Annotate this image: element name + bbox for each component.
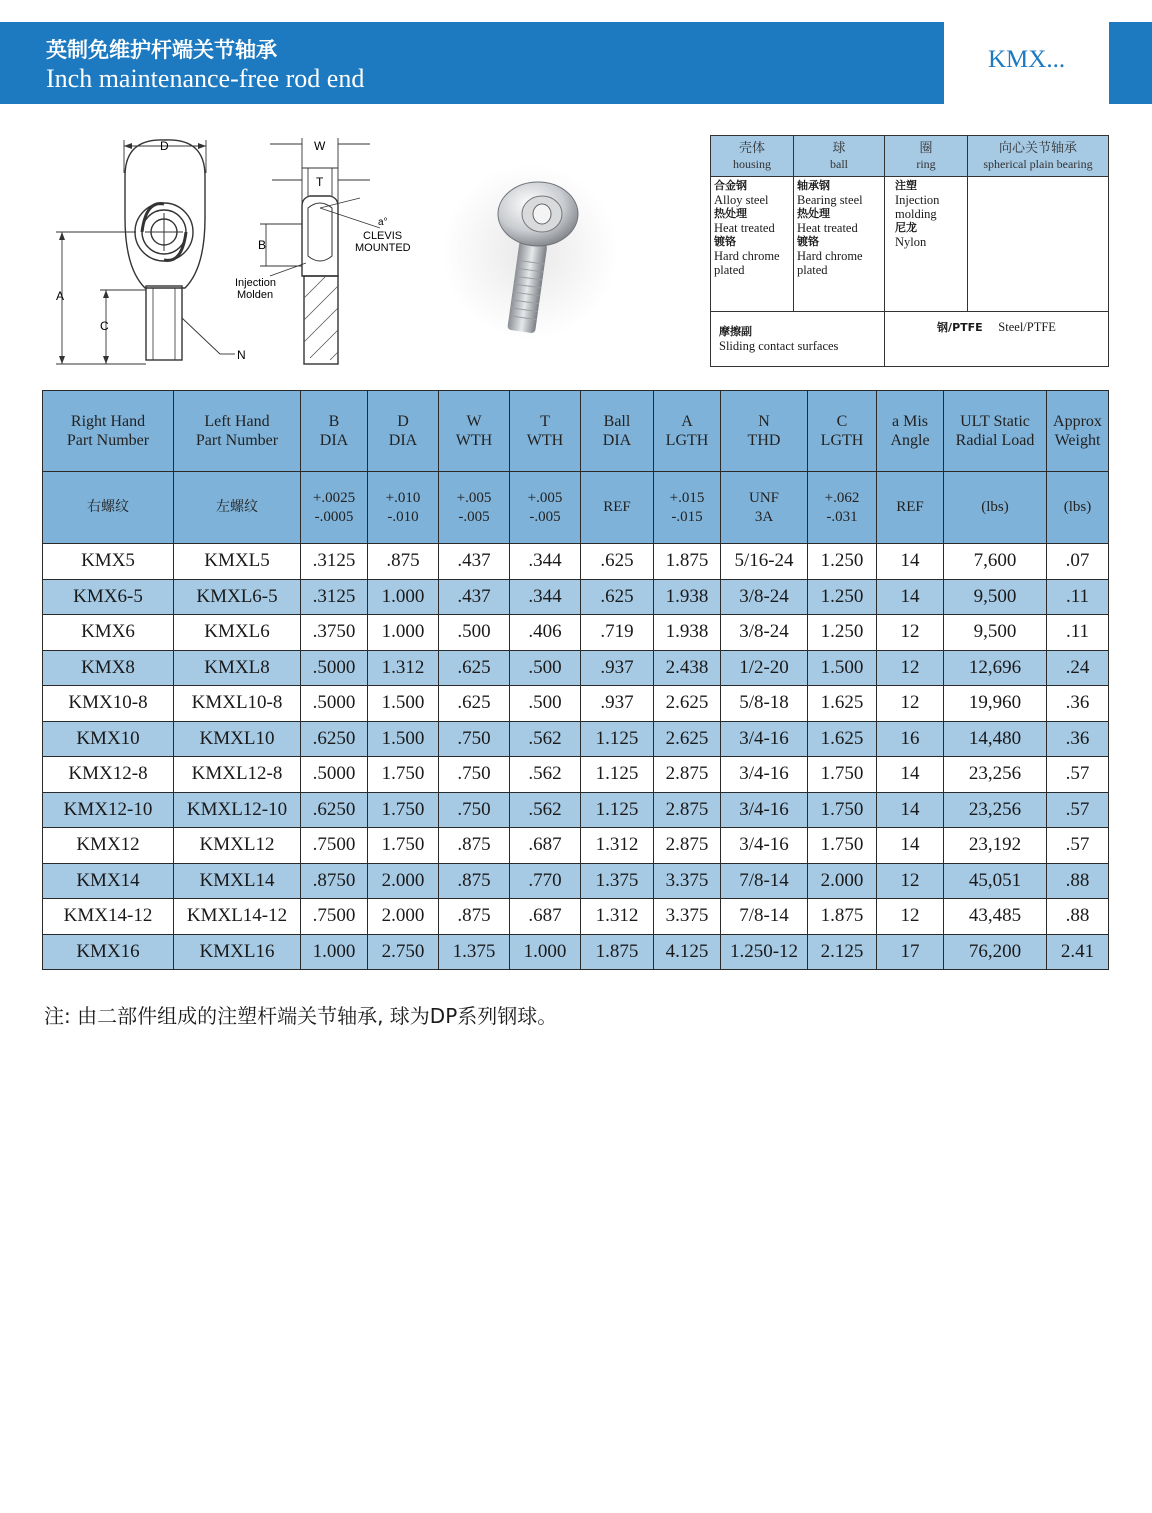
table-cell: .24 (1047, 650, 1109, 686)
table-cell: 1.750 (368, 792, 439, 828)
table-cell: .7500 (301, 828, 368, 864)
table-cell: 1.000 (368, 615, 439, 651)
tolerance-cell: (lbs) (1047, 472, 1109, 544)
col-header: N THD (721, 391, 808, 472)
table-cell: 2.625 (654, 721, 721, 757)
mat-header-ring: 圈 ring (885, 136, 968, 177)
table-cell: 1.000 (368, 579, 439, 615)
table-cell: 1.750 (368, 828, 439, 864)
table-cell: 14 (877, 792, 944, 828)
table-cell: 12 (877, 899, 944, 935)
table-cell: .5000 (301, 650, 368, 686)
spec-header-row (43, 391, 1109, 472)
table-cell: KMXL12-10 (174, 792, 301, 828)
label-b: B (258, 238, 267, 252)
table-cell: 2.000 (368, 863, 439, 899)
table-cell: 1.125 (581, 721, 654, 757)
table-cell: .500 (510, 686, 581, 722)
table-cell: .3125 (301, 579, 368, 615)
table-cell: 17 (877, 934, 944, 970)
mat-ball-cell: 轴承钢 Bearing steel 热处理 Heat treated 镀铬 Hard chrome plated (794, 177, 885, 312)
table-row (43, 650, 1109, 686)
table-cell: 14 (877, 544, 944, 580)
table-cell: 1.250 (808, 544, 877, 580)
table-cell: 1.000 (510, 934, 581, 970)
col-header: C LGTH (808, 391, 877, 472)
header-accent-bar (1109, 22, 1152, 104)
table-cell: 12,696 (944, 650, 1047, 686)
table-cell: KMX5 (43, 544, 174, 580)
table-cell: 5/8-18 (721, 686, 808, 722)
table-cell: .937 (581, 686, 654, 722)
table-cell: 1.625 (808, 721, 877, 757)
table-cell: 1.375 (581, 863, 654, 899)
page-title-cn: 英制免维护杆端关节轴承 (46, 38, 277, 62)
table-cell: .5000 (301, 757, 368, 793)
table-cell: KMX14-12 (43, 899, 174, 935)
table-cell: 1.750 (808, 792, 877, 828)
col-header: W WTH (439, 391, 510, 472)
table-cell: KMXL10 (174, 721, 301, 757)
label-injection: Injection (235, 277, 276, 289)
table-cell: KMX10-8 (43, 686, 174, 722)
table-cell: 1.500 (808, 650, 877, 686)
tolerance-cell: (lbs) (944, 472, 1047, 544)
table-cell: KMX6 (43, 615, 174, 651)
table-cell: .750 (439, 721, 510, 757)
label-angle: a° (378, 217, 388, 228)
table-row (43, 686, 1109, 722)
table-cell: .719 (581, 615, 654, 651)
table-cell: 1.500 (368, 686, 439, 722)
table-cell: .36 (1047, 686, 1109, 722)
table-cell: 9,500 (944, 615, 1047, 651)
table-cell: 3/4-16 (721, 721, 808, 757)
specification-table (42, 390, 1109, 970)
table-cell: 1.125 (581, 757, 654, 793)
table-cell: 14 (877, 579, 944, 615)
tolerance-cell: +.010 -.010 (368, 472, 439, 544)
table-cell: 3.375 (654, 863, 721, 899)
table-cell: .11 (1047, 579, 1109, 615)
table-cell: .344 (510, 544, 581, 580)
table-cell: 1.875 (808, 899, 877, 935)
table-row (43, 757, 1109, 793)
table-cell: 2.875 (654, 757, 721, 793)
table-cell: 5/16-24 (721, 544, 808, 580)
table-cell: .406 (510, 615, 581, 651)
tolerance-cell: +.005 -.005 (510, 472, 581, 544)
label-clevis: CLEVIS (363, 230, 403, 242)
table-cell: KMX12-10 (43, 792, 174, 828)
table-cell: 1.250-12 (721, 934, 808, 970)
tolerance-cell: +.015 -.015 (654, 472, 721, 544)
label-t: T (316, 175, 324, 189)
table-cell: 1.938 (654, 615, 721, 651)
table-cell: .57 (1047, 792, 1109, 828)
table-cell: .750 (439, 792, 510, 828)
materials-table (710, 135, 1109, 367)
tolerance-cell: +.0025 -.0005 (301, 472, 368, 544)
table-cell: 1.875 (654, 544, 721, 580)
col-header: T WTH (510, 391, 581, 472)
col-header: Ball DIA (581, 391, 654, 472)
table-row (43, 721, 1109, 757)
table-cell: .625 (439, 650, 510, 686)
table-cell: .562 (510, 721, 581, 757)
table-cell: 14,480 (944, 721, 1047, 757)
table-cell: .344 (510, 579, 581, 615)
table-cell: 3/8-24 (721, 579, 808, 615)
table-cell: KMXL12 (174, 828, 301, 864)
tolerance-cell: 左螺纹 (174, 472, 301, 544)
label-c: C (100, 319, 109, 333)
table-cell: .6250 (301, 792, 368, 828)
table-cell: 1.938 (654, 579, 721, 615)
table-cell: .88 (1047, 899, 1109, 935)
table-cell: 1.625 (808, 686, 877, 722)
table-cell: .625 (581, 544, 654, 580)
table-cell: .3125 (301, 544, 368, 580)
table-cell: 2.125 (808, 934, 877, 970)
table-cell: KMXL10-8 (174, 686, 301, 722)
col-header: Right Hand Part Number (43, 391, 174, 472)
table-cell: .562 (510, 757, 581, 793)
table-cell: 3/8-24 (721, 615, 808, 651)
table-cell: 2.750 (368, 934, 439, 970)
table-row (43, 828, 1109, 864)
table-cell: .875 (439, 828, 510, 864)
table-cell: .770 (510, 863, 581, 899)
table-cell: .562 (510, 792, 581, 828)
table-cell: 23,192 (944, 828, 1047, 864)
table-row (43, 615, 1109, 651)
table-cell: .3750 (301, 615, 368, 651)
table-cell: 16 (877, 721, 944, 757)
table-cell: .36 (1047, 721, 1109, 757)
spec-body (43, 544, 1109, 970)
col-header: Left Hand Part Number (174, 391, 301, 472)
table-cell: 1.312 (581, 828, 654, 864)
table-cell: KMXL12-8 (174, 757, 301, 793)
table-cell: 7/8-14 (721, 899, 808, 935)
col-header: Approx Weight (1047, 391, 1109, 472)
table-row (43, 934, 1109, 970)
table-row (43, 792, 1109, 828)
table-cell: 1.125 (581, 792, 654, 828)
table-cell: .57 (1047, 828, 1109, 864)
table-cell: 23,256 (944, 792, 1047, 828)
table-cell: .437 (439, 544, 510, 580)
tolerance-cell: UNF 3A (721, 472, 808, 544)
label-a: A (56, 289, 65, 303)
col-header: A LGTH (654, 391, 721, 472)
table-cell: 1.312 (581, 899, 654, 935)
mat-header-bearing: 向心关节轴承 spherical plain bearing (968, 136, 1109, 177)
table-cell: 23,256 (944, 757, 1047, 793)
col-header: D DIA (368, 391, 439, 472)
table-cell: KMX12 (43, 828, 174, 864)
table-cell: 14 (877, 757, 944, 793)
table-cell: 3/4-16 (721, 828, 808, 864)
table-cell: 76,200 (944, 934, 1047, 970)
table-cell: .500 (439, 615, 510, 651)
table-cell: KMXL6 (174, 615, 301, 651)
table-cell: 12 (877, 650, 944, 686)
table-cell: 43,485 (944, 899, 1047, 935)
col-header: B DIA (301, 391, 368, 472)
mat-ring-cell: 注塑 Injection molding 尼龙 Nylon (885, 177, 968, 312)
table-cell: 1.250 (808, 615, 877, 651)
table-cell: KMX10 (43, 721, 174, 757)
table-cell: .875 (439, 899, 510, 935)
table-row (43, 544, 1109, 580)
table-cell: 19,960 (944, 686, 1047, 722)
table-cell: 4.125 (654, 934, 721, 970)
table-cell: 2.000 (808, 863, 877, 899)
table-cell: .5000 (301, 686, 368, 722)
table-cell: 1.500 (368, 721, 439, 757)
table-cell: 2.438 (654, 650, 721, 686)
table-cell: 9,500 (944, 579, 1047, 615)
table-cell: .07 (1047, 544, 1109, 580)
table-cell: 1.250 (808, 579, 877, 615)
table-cell: .88 (1047, 863, 1109, 899)
rod-end-product-photo (440, 162, 620, 342)
tolerance-cell: 右螺纹 (43, 472, 174, 544)
spec-tolerance-row (43, 472, 1109, 544)
table-cell: .625 (581, 579, 654, 615)
table-cell: 1.750 (808, 757, 877, 793)
table-cell: 1.000 (301, 934, 368, 970)
table-cell: KMX14 (43, 863, 174, 899)
table-cell: 3/4-16 (721, 757, 808, 793)
tolerance-cell: +.005 -.005 (439, 472, 510, 544)
page-title-en: Inch maintenance-free rod end (46, 64, 365, 93)
table-cell: .750 (439, 757, 510, 793)
table-cell: .437 (439, 579, 510, 615)
table-cell: KMX6-5 (43, 579, 174, 615)
table-row (43, 899, 1109, 935)
mat-bearing-cell (968, 177, 1109, 312)
table-cell: 2.000 (368, 899, 439, 935)
tolerance-cell: REF (581, 472, 654, 544)
table-cell: 14 (877, 828, 944, 864)
table-cell: KMXL14 (174, 863, 301, 899)
table-cell: .6250 (301, 721, 368, 757)
table-cell: .11 (1047, 615, 1109, 651)
table-cell: KMXL8 (174, 650, 301, 686)
mat-header-ball: 球 ball (794, 136, 885, 177)
mat-housing-cell: 合金钢 Alloy steel 热处理 Heat treated 镀铬 Hard chrome plated (711, 177, 794, 312)
table-cell: 7,600 (944, 544, 1047, 580)
mat-sliding-label: 摩擦副 Sliding contact surfaces (711, 312, 885, 367)
table-cell: KMX12-8 (43, 757, 174, 793)
series-label: KMX... (988, 46, 1066, 73)
table-cell: .687 (510, 899, 581, 935)
table-cell: 3.375 (654, 899, 721, 935)
table-cell: .7500 (301, 899, 368, 935)
table-cell: 1.375 (439, 934, 510, 970)
table-row (43, 579, 1109, 615)
table-cell: 7/8-14 (721, 863, 808, 899)
table-cell: 1.750 (368, 757, 439, 793)
table-cell: 3/4-16 (721, 792, 808, 828)
label-d: D (160, 139, 169, 153)
footnote: 注: 由二部件组成的注塑杆端关节轴承, 球为DP系列钢球。 (44, 1004, 558, 1028)
table-cell: KMXL16 (174, 934, 301, 970)
label-w: W (314, 139, 326, 153)
table-cell: 12 (877, 863, 944, 899)
table-cell: .937 (581, 650, 654, 686)
table-cell: .500 (510, 650, 581, 686)
table-cell: KMXL5 (174, 544, 301, 580)
rod-end-technical-drawing (40, 128, 430, 373)
table-row (43, 863, 1109, 899)
table-cell: 2.41 (1047, 934, 1109, 970)
table-cell: .625 (439, 686, 510, 722)
table-cell: KMXL14-12 (174, 899, 301, 935)
table-cell: 2.625 (654, 686, 721, 722)
table-cell: 12 (877, 686, 944, 722)
col-header: ULT Static Radial Load (944, 391, 1047, 472)
label-molden: Molden (237, 289, 274, 301)
table-cell: 45,051 (944, 863, 1047, 899)
table-cell: .8750 (301, 863, 368, 899)
table-cell: .57 (1047, 757, 1109, 793)
tolerance-cell: +.062 -.031 (808, 472, 877, 544)
table-cell: KMXL6-5 (174, 579, 301, 615)
mat-header-housing: 壳体 housing (711, 136, 794, 177)
mat-sliding-value: 钢/PTFE Steel/PTFE (885, 312, 1109, 367)
table-cell: KMX8 (43, 650, 174, 686)
label-mounted: MOUNTED (355, 242, 411, 254)
table-cell: .875 (439, 863, 510, 899)
table-cell: 1.312 (368, 650, 439, 686)
table-cell: 1.875 (581, 934, 654, 970)
table-cell: .687 (510, 828, 581, 864)
table-cell: 2.875 (654, 828, 721, 864)
table-cell: .875 (368, 544, 439, 580)
table-cell: 1/2-20 (721, 650, 808, 686)
label-n: N (237, 348, 246, 362)
table-cell: 12 (877, 615, 944, 651)
col-header: a Mis Angle (877, 391, 944, 472)
tolerance-cell: REF (877, 472, 944, 544)
table-cell: 2.875 (654, 792, 721, 828)
table-cell: 1.750 (808, 828, 877, 864)
table-cell: KMX16 (43, 934, 174, 970)
